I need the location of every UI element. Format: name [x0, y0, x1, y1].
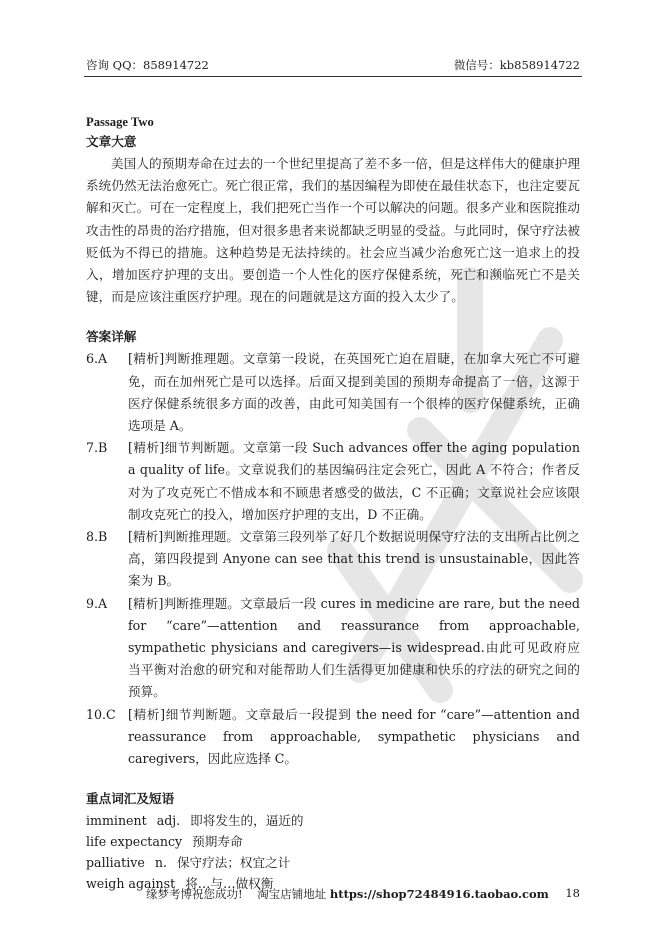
answer-number: 10.C: [86, 706, 116, 722]
answer-item: [86, 437, 580, 526]
vocab-word: weigh against: [86, 876, 176, 892]
header-wechat: 微信号：kb858914722: [453, 58, 580, 72]
answer-number: 8.B: [86, 529, 108, 545]
vocabulary-heading: 重点词汇及短语: [86, 791, 175, 807]
answer-text: [精析]细节判断题。文章第一段 Such advances offer the aging population a quality of life。文章说我们的基因编码注定会死亡，因此 A 不符合；作者反对为了攻克死亡不惜成本和不顾患者感受的做法，C 不正确；文章说社会应该限制攻克死亡的投入，增加医疗护理的支出，D 不正确。: [128, 440, 580, 522]
vocab-word: life expectancy: [86, 834, 183, 850]
vocab-meaning: 将…与…做权衡: [185, 876, 274, 892]
answer-number: 6.A: [86, 351, 108, 367]
vocab-meaning: 预期寿命: [192, 834, 243, 850]
passage-title: Passage Two: [86, 115, 154, 129]
footer-text: [146, 886, 549, 902]
answer-item: [86, 348, 580, 437]
header-divider: [84, 76, 582, 77]
summary-text: 美国人的预期寿命在过去的一个世纪里提高了差不多一倍，但是这样伟大的健康护理系统仍然无法治愈死亡。死亡很正常，我们的基因编程为即使在最佳状态下，也注定要瓦解和灭亡。可在一定程度上，我们把死亡当作一个可以解决的问题。很多产业和医院推动攻击性的昂贵的治疗措施，但对很多患者来说都缺乏明显的受益。与此同时，保守疗法被贬低为不得已的措施。这种趋势是无法持续的。社会应当减少治愈死亡这一追求上的投入，增加医疗护理的支出。要创造一个人性化的医疗保健系统，死亡和濒临死亡不是关键，而是应该注重医疗护理。现在的问题就是这方面的投入太少了。: [86, 156, 580, 305]
header-qq: 咨询 QQ：858914722: [86, 58, 209, 72]
vocab-meaning: 保守疗法；权宜之计: [176, 855, 291, 871]
answer-item: [86, 526, 580, 593]
answer-text: [精析]判断推理题。文章第一段说，在英国死亡迫在眉睫，在加拿大死亡不可避免，而在加州死亡是可以选择。后面又提到美国的预期寿命提高了一倍，这源于医疗保健系统很多方面的改善，由此可知美国有一个很棒的医疗保健系统，正确选项是 A。: [128, 351, 580, 434]
answer-text: [精析]细节判断题。文章最后一段提到 the need for “care”—attention and reassurance from approachable, sympathetic physicians and caregivers，因此应选择 C。: [128, 706, 580, 767]
footer-shop-label: 淘宝店铺地址: [257, 887, 327, 901]
vocab-pos: n.: [154, 855, 167, 871]
vocab-item: [86, 810, 580, 831]
answer-text: [精析]判断推理题。文章最后一段 cures in medicine are rare, but the need for “care”—attention and reassurance from approachable, sympathetic physicians and caregivers—is widespread.由此可见政府应当平衡对治愈的研究和对能帮助人们生活得更加健康和快乐的疗法的研究之间的预算。: [128, 595, 580, 700]
answer-item: [86, 593, 580, 704]
answer-item: [86, 704, 580, 771]
vocab-meaning: 即将发生的，逼近的: [190, 813, 304, 829]
vocab-word: imminent: [86, 813, 147, 829]
footer-shop-url[interactable]: https://shop72484916.taobao.com: [329, 887, 549, 901]
page-header: [86, 57, 580, 73]
answer-number: 7.B: [86, 440, 108, 456]
answer-number: 9.A: [86, 595, 108, 611]
footer-slogan: 缘梦考博祝您成功!: [146, 887, 243, 901]
answer-text: [精析]判断推理题。文章第三段列举了好几个数据说明保守疗法的支出所占比例之高，第四段提到 Anyone can see that this trend is unsustainable，因此答案为 B。: [128, 529, 580, 589]
vocab-item: [86, 831, 580, 852]
page-number: 18: [565, 886, 580, 900]
vocab-pos: adj.: [156, 813, 181, 829]
summary-heading: 文章大意: [86, 134, 137, 149]
vocab-word: palliative: [86, 855, 145, 871]
answers-heading: 答案详解: [86, 329, 137, 345]
page-content: [86, 114, 580, 894]
vocab-item: [86, 852, 580, 873]
